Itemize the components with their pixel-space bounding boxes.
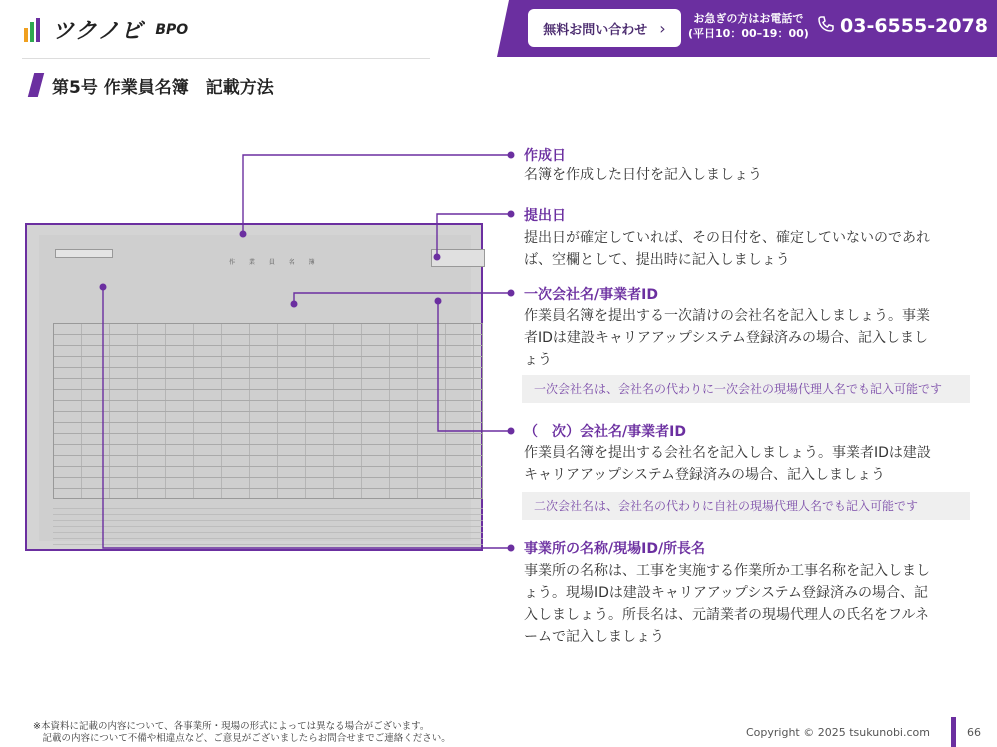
annotation-text-subcontractor-company [524, 442, 964, 486]
annotation-note-subcontractor-company: 二次会社名は、会社名の代わりに自社の現場代理人名でも記入可能です [522, 492, 970, 520]
copyright: Copyright © 2025 tsukunobi.com [746, 726, 930, 739]
text-line: キャリアアップシステム登録済みの場合、記入しましょう [524, 467, 886, 483]
document-title: 作 業 員 名 簿 [229, 259, 321, 266]
page-number: 66 [967, 726, 981, 739]
footer-disclaimer [33, 721, 451, 745]
text-line: 作業員名簿を提出する会社名を記入しましょう。事業者IDは建設 [524, 445, 931, 461]
annotation-text-primary-company [524, 305, 964, 371]
page-title: 第5号 作業員名簿 記載方法 [52, 78, 274, 98]
text-line: ームで記入しましょう [524, 629, 664, 645]
logo-suffix: BPO [155, 21, 189, 38]
annotation-text-site-info [524, 560, 964, 648]
contact-button-label: 無料お問い合わせ [543, 22, 648, 38]
phone-text: 03-6555-2078 [840, 15, 988, 37]
text-line: 提出日が確定していれば、その日付を、確定していないのであれ [524, 230, 930, 246]
text-line: 名簿を作成した日付を記入しましょう [524, 167, 762, 183]
text-line: 事業所の名称は、工事を実施する作業所か工事名称を記入しまし [524, 563, 930, 579]
annotation-heading-submission-date: 提出日 [524, 208, 566, 224]
annotation-heading-subcontractor-company: （ 次）会社名/事業者ID [524, 424, 686, 440]
page-number-accent [951, 717, 956, 747]
logo-text: ツクノビ [52, 19, 144, 44]
annotation-heading-primary-company: 一次会社名/事業者ID [524, 287, 658, 303]
hours-line2: (平日10：00–19：00) [688, 27, 809, 40]
hours-line1: お急ぎの方はお電話で [693, 12, 804, 25]
text-line: 入しましょう。所長名は、元請業者の現場代理人の氏名をフルネ [524, 607, 930, 623]
text-line: 作業員名簿を提出する一次請けの会社名を記入しましょう。事業 [524, 308, 930, 324]
annotation-text-submission-date [524, 227, 964, 271]
annotation-text-creation-date [524, 164, 964, 186]
disclaimer-line: 記載の内容について不備や相違点など、ご意見がございましたらお問合せまでご連絡ください。 [33, 733, 451, 744]
chevron-right-icon: › [659, 18, 666, 38]
text-line: ょう。現場IDは建設キャリアアップシステム登録済みの場合、記 [524, 585, 928, 601]
annotation-note-primary-company: 一次会社名は、会社名の代わりに一次会社の現場代理人名でも記入可能です [522, 375, 970, 403]
disclaimer-line: ※本資料に記載の内容について、各事業所・現場の形式によっては異なる場合がございます。 [33, 721, 430, 732]
annotation-heading-creation-date: 作成日 [524, 148, 566, 164]
text-line: ば、空欄として、提出時に記入しましょう [524, 252, 790, 268]
text-line: ょう [524, 352, 552, 368]
annotation-heading-site-info: 事業所の名称/現場ID/所長名 [524, 541, 706, 557]
text-line: 者IDは建設キャリアアップシステム登録済みの場合、記入しまし [524, 330, 928, 346]
